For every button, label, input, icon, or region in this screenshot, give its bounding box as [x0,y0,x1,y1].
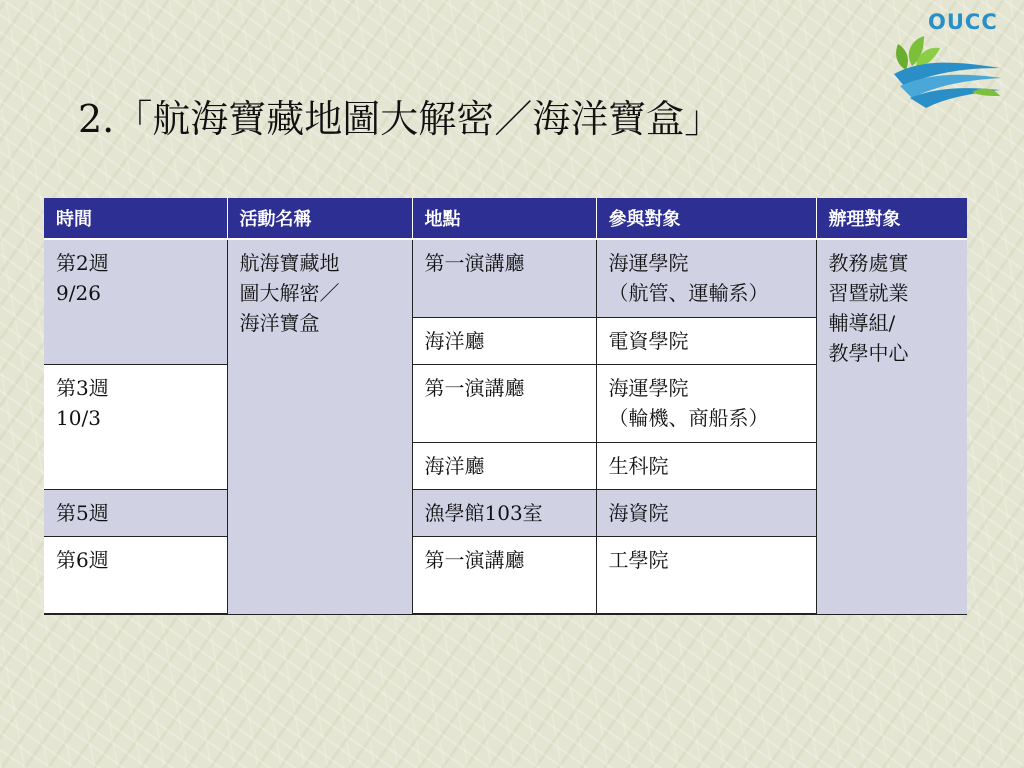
header-venue: 地點 [412,198,596,239]
activity-line: 航海寶藏地 [239,251,340,275]
time-cell-week6 [44,536,227,614]
participants-line: 海運學院 [608,251,689,275]
time-cell-week3 [44,364,227,489]
participants-line: 生科院 [608,453,669,478]
oucc-logo [890,8,1010,108]
venue-cell: 海洋廳 [412,317,596,364]
participants-line: 海資院 [608,500,669,525]
participants-line: 工學院 [608,547,669,572]
organizer-line: 教務處實 [828,251,909,275]
week-label: 第6週 [56,547,109,572]
week-label: 第5週 [56,500,109,525]
slide-title: 2.「航海寶藏地圖大解密／海洋寶盒」 [78,97,723,141]
week-date: 9/26 [56,281,101,305]
participants-line: （航管、運輸系） [608,281,769,305]
venue-cell: 第一演講廳 [412,536,596,614]
activity-line: 圖大解密／ [239,281,340,305]
week-label: 第3週 [56,375,109,400]
organizer-line: 習暨就業 [828,281,909,305]
participants-cell [596,536,816,614]
participants-cell [596,442,816,489]
time-cell-week5 [44,489,227,536]
activity-line: 海洋寶盒 [239,311,320,335]
header-organizer: 辦理對象 [816,198,967,239]
activity-cell [227,239,412,614]
venue-cell: 第一演講廳 [412,239,596,317]
participants-cell [596,239,816,317]
header-activity: 活動名稱 [227,198,412,239]
participants-line: 海運學院 [608,375,689,400]
table-header-row [44,198,967,239]
header-participants: 參與對象 [596,198,816,239]
participants-cell [596,489,816,536]
week-date: 10/3 [56,405,101,430]
venue-cell: 海洋廳 [412,442,596,489]
organizer-cell [816,239,967,614]
time-cell-week2 [44,239,227,364]
venue-cell: 漁學館103室 [412,489,596,536]
week-label: 第2週 [56,251,109,275]
participants-cell [596,364,816,442]
schedule-table [44,198,967,615]
organizer-line: 輔導組/ [828,311,896,335]
logo-emblem-icon [890,30,1005,108]
logo-text: OUCC [928,10,998,34]
organizer-line: 教學中心 [828,341,909,365]
venue-cell: 第一演講廳 [412,364,596,442]
participants-line: （輪機、商船系） [608,405,769,430]
participants-cell [596,317,816,364]
table-row [44,239,967,317]
participants-line: 電資學院 [608,328,689,353]
header-time: 時間 [44,198,227,239]
